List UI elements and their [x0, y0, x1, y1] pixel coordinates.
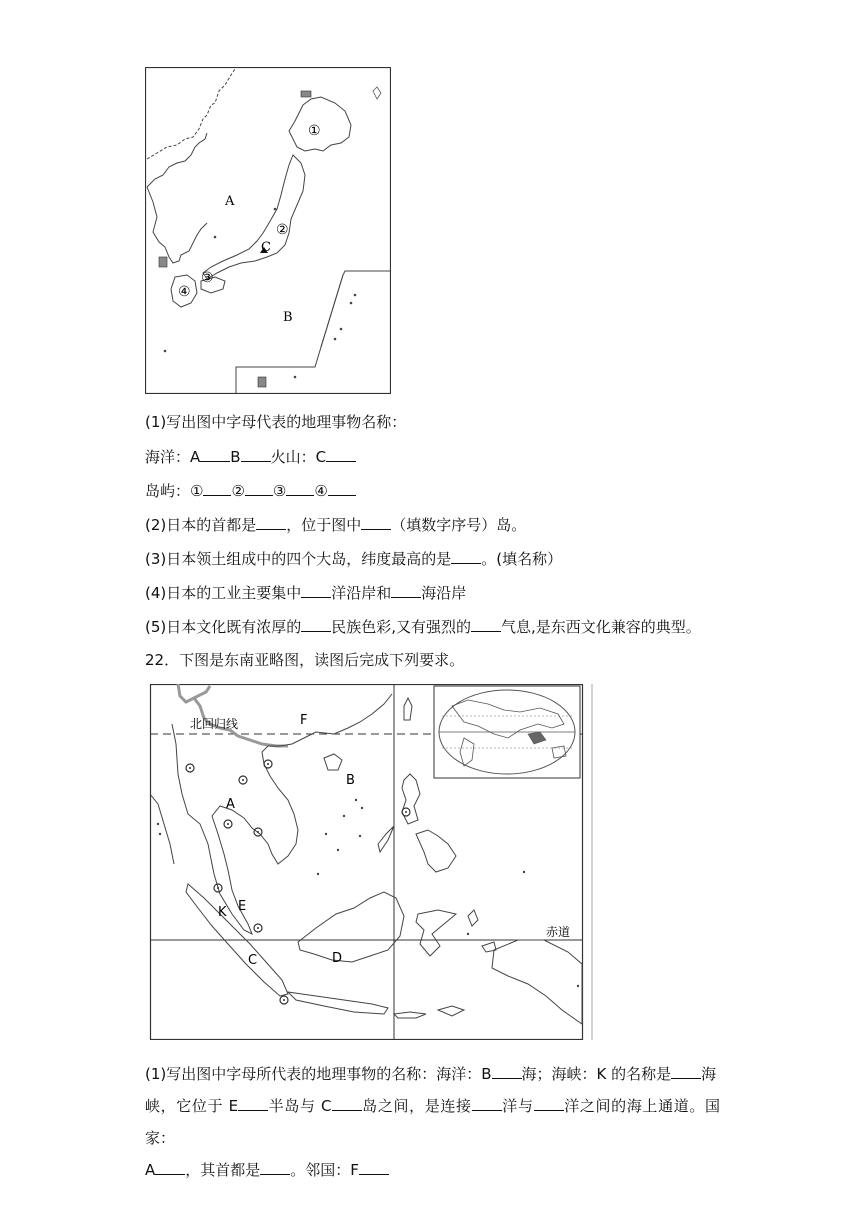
label-e: E — [238, 899, 247, 914]
label-c: C — [248, 953, 258, 968]
q21-p2a: (2)日本的首都是 — [145, 516, 257, 534]
blank-island-1[interactable] — [203, 480, 231, 496]
q21-volcano: 火山：C — [270, 448, 327, 466]
blank-strait-k[interactable] — [671, 1063, 701, 1079]
label-equator: 赤道 — [546, 925, 571, 939]
japan-label-4: ④ — [178, 284, 191, 300]
label-tropic-of-cancer: 北回归线 — [190, 717, 239, 731]
blank-northmost[interactable] — [451, 548, 481, 564]
japan-label-2: ② — [276, 222, 289, 238]
q22-q1-h: 洋之间的海上通道。国家： — [145, 1097, 720, 1147]
japan-label-c: C — [261, 240, 271, 255]
blank-island-4[interactable] — [328, 480, 356, 496]
q21-p3b: 。(填名称） — [481, 550, 563, 568]
q21-p5 — [145, 616, 701, 637]
japan-label-b: B — [283, 310, 293, 325]
q21-p2b: ，位于图中 — [286, 516, 362, 534]
q21-p3a: (3)日本领土组成中的四个大岛，纬度最高的是 — [145, 550, 452, 568]
blank-culture-2[interactable] — [471, 616, 501, 632]
southeast-asia-map-drawing — [148, 684, 594, 1040]
q21-ocean-b: B — [230, 448, 241, 466]
q21-p4 — [145, 582, 466, 603]
q21-p3 — [145, 548, 562, 569]
q22-q1-a: (1)写出图中字母所代表的地理事物的名称：海洋：B — [145, 1065, 492, 1083]
japan-label-3: ③ — [201, 270, 214, 286]
q22-q1-b: 海；海峡：K 的名称是 — [521, 1065, 672, 1083]
label-k: K — [218, 905, 227, 920]
blank-island-2[interactable] — [245, 480, 273, 496]
q21-p5c: 气息,是东西文化兼容的典型。 — [501, 618, 701, 636]
blank-country-a[interactable] — [155, 1159, 185, 1175]
blank-industry-sea[interactable] — [391, 582, 421, 598]
blank-island-c[interactable] — [332, 1095, 362, 1111]
q21-p4a: (4)日本的工业主要集中 — [145, 584, 302, 602]
blank-sea-b[interactable] — [492, 1063, 522, 1079]
q21-i2: ② — [231, 482, 245, 500]
q22-q1-d: 峡，它位于 E — [145, 1097, 239, 1115]
blank-culture-1[interactable] — [301, 616, 331, 632]
blank-ocean-1[interactable] — [472, 1095, 502, 1111]
southeast-asia-map — [148, 684, 594, 1040]
q21-ocean-line — [145, 446, 356, 467]
q21-ocean-prefix: 海洋：A — [145, 448, 201, 466]
blank-industry-ocean[interactable] — [301, 582, 331, 598]
q22-paragraph — [145, 1058, 720, 1186]
blank-capital[interactable] — [256, 514, 286, 530]
blank-ocean-2[interactable] — [534, 1095, 564, 1111]
label-a: A — [226, 797, 235, 812]
q21-p4c: 海沿岸 — [421, 584, 467, 602]
blank-capital-a[interactable] — [260, 1159, 290, 1175]
q21-p5a: (5)日本文化既有浓厚的 — [145, 618, 302, 636]
blank-neighbor-f[interactable] — [359, 1159, 389, 1175]
q21-p2 — [145, 514, 526, 535]
q21-p5b: 民族色彩,又有强烈的 — [331, 618, 472, 636]
q22-title: 22．下图是东南亚略图，读图后完成下列要求。 — [145, 651, 465, 669]
japan-map-drawing — [145, 67, 391, 394]
q21-i4: ④ — [314, 482, 328, 500]
blank-island-3[interactable] — [286, 480, 314, 496]
label-f: F — [300, 713, 308, 728]
q22-q1-e: 半岛与 C — [268, 1097, 332, 1115]
q21-islands-prefix: 岛屿：① — [145, 482, 204, 500]
q22-q1-k: 。邻国：F — [290, 1161, 359, 1179]
q22-q1-f: 岛之间，是连接 — [361, 1097, 472, 1115]
blank-ocean-a[interactable] — [200, 446, 230, 462]
label-b: B — [346, 773, 355, 788]
blank-capital-island[interactable] — [361, 514, 391, 530]
blank-ocean-b[interactable] — [241, 446, 271, 462]
blank-peninsula-e[interactable] — [238, 1095, 268, 1111]
japan-label-1: ① — [308, 123, 321, 139]
q21-p4b: 洋沿岸和 — [331, 584, 392, 602]
q22-q1-j: ，其首都是 — [185, 1161, 261, 1179]
q21-islands-line — [145, 480, 356, 501]
japan-label-a: A — [225, 194, 235, 209]
q21-i3: ③ — [272, 482, 287, 500]
q22-q1-c: 海 — [701, 1065, 717, 1083]
blank-volcano-c[interactable] — [326, 446, 356, 462]
q22-q1-g: 洋与 — [501, 1097, 534, 1115]
q22-q1-i: A — [145, 1161, 156, 1179]
q21-p2c: （填数字序号）岛。 — [391, 516, 527, 534]
label-d: D — [332, 951, 343, 966]
q21-p1: (1)写出图中字母代表的地理事物名称： — [145, 413, 407, 431]
japan-map — [145, 67, 391, 394]
